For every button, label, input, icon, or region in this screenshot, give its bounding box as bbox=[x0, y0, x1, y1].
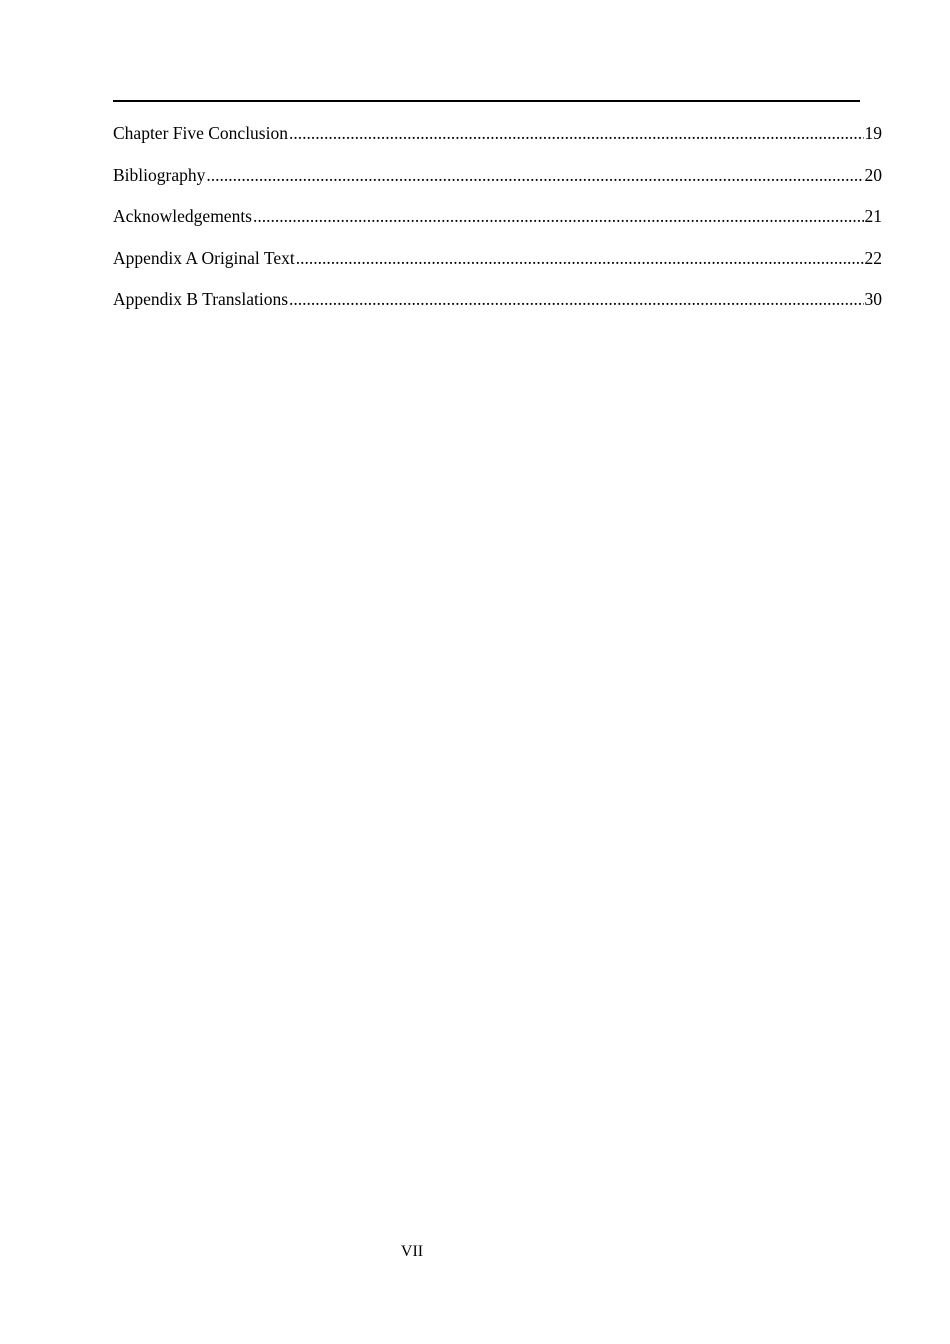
toc-entry-title: Chapter Five Conclusion bbox=[113, 123, 288, 143]
toc-entry-page: 20 bbox=[864, 164, 882, 185]
toc-entry-title: Appendix B Translations bbox=[113, 289, 289, 309]
toc-dot-leader bbox=[296, 243, 864, 273]
toc-entry-title: Bibliography bbox=[113, 164, 206, 185]
toc-entry-page: 21 bbox=[864, 206, 882, 226]
toc-entry-page: 19 bbox=[864, 123, 882, 143]
toc-entry-appendix-a[interactable] bbox=[113, 243, 882, 285]
toc-entry-appendix-b[interactable] bbox=[113, 284, 882, 326]
toc-dot-leader bbox=[206, 160, 863, 190]
toc-dot-leader bbox=[289, 118, 864, 148]
toc-dot-leader bbox=[253, 201, 864, 231]
toc-entry-title: Appendix A Original Text bbox=[113, 247, 295, 268]
toc-entry-bibliography[interactable] bbox=[113, 160, 882, 202]
toc-entry-title: Acknowledgements bbox=[113, 206, 252, 226]
toc-entry-chapter-five-conclusion[interactable] bbox=[113, 118, 882, 160]
header-rule bbox=[113, 100, 860, 102]
table-of-contents bbox=[113, 118, 882, 326]
toc-entry-acknowledgements[interactable] bbox=[113, 201, 882, 243]
toc-dot-leader bbox=[289, 284, 863, 314]
page-number: VII bbox=[400, 1243, 424, 1260]
toc-entry-page: 22 bbox=[864, 247, 882, 268]
toc-entry-page: 30 bbox=[864, 289, 882, 309]
